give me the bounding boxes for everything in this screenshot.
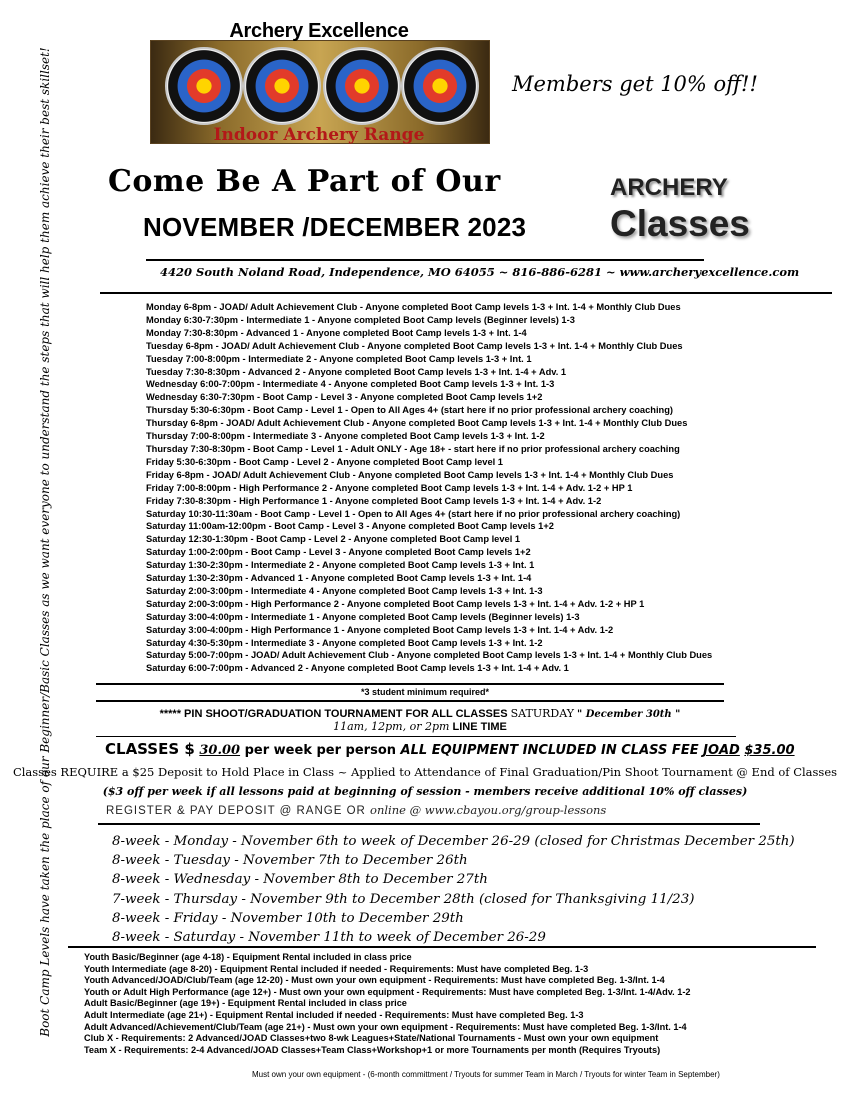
session-week-item: 7-week - Thursday - November 9th to December 28th (closed for Thanksgiving 11/23) — [112, 891, 695, 907]
session-week-item: 8-week - Wednesday - November 8th to December 27th — [112, 872, 488, 888]
divider — [146, 259, 704, 261]
pin-shoot-times-line — [120, 720, 720, 733]
schedule-item: Saturday 2:00-3:00pm - Intermediate 4 - Anyone completed Boot Camp levels 1-3 + Int. 1-3 — [146, 585, 543, 597]
schedule-item: Thursday 7:00-8:00pm - Intermediate 3 - Anyone completed Boot Camp levels 1-3 + Int. 1-2 — [146, 431, 545, 443]
classes-word: Classes — [610, 203, 750, 244]
schedule-item: Thursday 6-8pm - JOAD/ Adult Achievement Club - Anyone completed Boot Camp levels 1-3 + Int. 1-4 + Monthly Club Dues — [146, 418, 688, 430]
target-icon — [165, 47, 243, 125]
schedule-item: Saturday 1:00-2:00pm - Boot Camp - Level 3 - Anyone completed Boot Camp levels 1+2 — [146, 547, 531, 559]
footer-note: Must own your own equipment - (6-month committment / Tryouts for summer Team in March / Tryouts for winter Team in September) — [252, 1070, 720, 1079]
deposit-note: Classes REQUIRE a $25 Deposit to Hold Place in Class ~ Applied to Attendance of Final Graduation/Pin Shoot Tournament @ End of Classes — [12, 765, 838, 779]
requirement-item: Adult Advanced/Achievement/Club/Team (age 21+) - Must own your own equipment - Requirements: Must have completed Beg. 1-3/Int. 1-4 — [84, 1021, 687, 1032]
joad-price: $35.00 — [744, 743, 795, 758]
requirement-item: Adult Basic/Beginner (age 19+) - Equipment Rental included in class price — [84, 998, 407, 1009]
register-text: REGISTER & PAY DEPOSIT @ RANGE OR — [106, 805, 366, 817]
register-line — [106, 803, 606, 817]
divider — [96, 700, 724, 702]
schedule-item: Saturday 5:00-7:00pm - JOAD/ Adult Achievement Club - Anyone completed Boot Camp levels 1-3 + Int. 1-4 + Monthly Club Dues — [146, 650, 713, 662]
headline: Come Be A Part of Our — [108, 164, 501, 199]
divider — [98, 823, 760, 825]
schedule-item: Tuesday 6-8pm - JOAD/ Adult Achievement Club - Anyone completed Boot Camp levels 1-3 + Int. 1-4 + Monthly Club Dues — [146, 340, 683, 352]
divider — [96, 683, 724, 685]
schedule-item: Monday 7:30-8:30pm - Advanced 1 - Anyone completed Boot Camp levels 1-3 + Int. 1-4 — [146, 327, 527, 339]
session-week-item: 8-week - Monday - November 6th to week of December 26-29 (closed for Christmas December 25th) — [112, 834, 795, 849]
requirement-item: Youth Basic/Beginner (age 4-18) - Equipment Rental included in class price — [84, 952, 412, 962]
requirement-item: Youth Advanced/JOAD/Club/Team (age 12-20) - Must own your own equipment - Requirements: Must have completed Beg. 1-3/Int. 1-4 — [84, 975, 665, 986]
pricing-line — [105, 740, 795, 758]
month-heading: NOVEMBER /DECEMBER 2023 — [143, 212, 527, 242]
schedule-item: Saturday 4:30-5:30pm - Intermediate 3 - Anyone completed Boot Camp levels 1-3 + Int. 1-2 — [146, 637, 543, 649]
schedule-item: Saturday 3:00-4:00pm - Intermediate 1 - Anyone completed Boot Camp levels (Beginner levels) 1-3 — [146, 611, 580, 623]
schedule-item: Wednesday 6:30-7:30pm - Boot Camp - Level 3 - Anyone completed Boot Camp levels 1+2 — [146, 392, 543, 404]
requirement-item: Club X - Requirements: 2 Advanced/JOAD Classes+two 8-wk Leagues+State/National Tournaments - Must own your own equipment — [84, 1033, 659, 1044]
pin-shoot-day: SATURDAY — [510, 707, 574, 720]
target-icon — [323, 47, 401, 125]
requirement-item: Youth Intermediate (age 8-20) - Equipment Rental included if needed - Requirements: Must have completed Beg. 1-3 — [84, 963, 589, 974]
requirements-list — [84, 952, 691, 1056]
schedule-item: Thursday 7:30-8:30pm - Boot Camp - Level 1 - Adult ONLY - Age 18+ - start here if no prior professional archery coaching — [146, 443, 680, 455]
minimum-note: *3 student minimum required* — [360, 687, 490, 697]
classes-price-label: CLASSES $ — [105, 740, 195, 758]
schedule-item: Saturday 12:30-1:30pm - Boot Camp - Level 2 - Anyone completed Boot Camp level 1 — [146, 534, 521, 546]
requirement-item: Youth or Adult High Performance (age 12+) - Must own your own equipment - Requirements: Must have completed Beg. 1-3/Int. 1-4/Adv. 1-2 — [84, 986, 691, 997]
requirement-item: Team X - Requirements: 2-4 Advanced/JOAD Classes+Team Class+Workshop+1 or more Tournaments per month (Requires Tryouts) — [84, 1044, 661, 1055]
archery-word: ARCHERY — [610, 174, 728, 201]
schedule-item: Monday 6-8pm - JOAD/ Adult Achievement Club - Anyone completed Boot Camp levels 1-3 + Int. 1-4 + Monthly Club Dues — [146, 302, 681, 313]
divider — [96, 736, 736, 737]
schedule-item: Saturday 1:30-2:30pm - Advanced 1 - Anyone completed Boot Camp levels 1-3 + Int. 1-4 — [146, 573, 532, 585]
pin-shoot-times: 11am, 12pm, or 2pm — [333, 720, 450, 733]
logo-title: Archery Excellence — [229, 20, 409, 42]
members-discount-note: Members get 10% off!! — [512, 72, 758, 96]
schedule-item: Wednesday 6:00-7:00pm - Intermediate 4 - Anyone completed Boot Camp levels 1-3 + Int. 1-3 — [146, 379, 555, 391]
target-icon — [243, 47, 321, 125]
session-week-item: 8-week - Friday - November 10th to December 29th — [112, 910, 464, 926]
schedule-item: Saturday 10:30-11:30am - Boot Camp - Level 1 - Open to All Ages 4+ (start here if no prior professional archery coaching) — [146, 508, 681, 520]
session-weeks-list — [112, 832, 795, 947]
discount-note: ($3 off per week if all lessons paid at beginning of session - members receive additional 10% off classes) — [102, 785, 748, 798]
address: 4420 South Noland Road, Independence, MO 64055 ~ 816-886-6281 ~ www.archeryexcellence.com — [160, 265, 800, 279]
classes-price-amount: 30.00 — [199, 743, 241, 758]
schedule-item: Friday 6-8pm - JOAD/ Adult Achievement Club - Anyone completed Boot Camp levels 1-3 + Int. 1-4 + Monthly Club Dues — [146, 469, 674, 481]
joad-label: JOAD — [703, 743, 740, 758]
register-link[interactable]: online @ www.cbayou.org/group-lessons — [370, 803, 607, 817]
schedule-item: Saturday 2:00-3:00pm - High Performance 2 - Anyone completed Boot Camp levels 1-3 + Int. 1-4 + Adv. 1-2 + HP 1 — [146, 598, 645, 610]
equipment-included-note: ALL EQUIPMENT INCLUDED IN CLASS FEE — [400, 743, 699, 758]
pin-shoot-date: " December 30th " — [577, 709, 681, 720]
target-icon — [401, 47, 479, 125]
logo — [148, 22, 490, 150]
schedule-list — [146, 302, 730, 676]
schedule-item: Monday 6:30-7:30pm - Intermediate 1 - Anyone completed Boot Camp levels (Beginner levels) 1-3 — [146, 314, 575, 326]
line-time-label: LINE TIME — [452, 721, 507, 733]
schedule-item: Saturday 11:00am-12:00pm - Boot Camp - Level 3 - Anyone completed Boot Camp levels 1+2 — [146, 521, 554, 533]
divider — [100, 292, 832, 294]
requirement-item: Adult Intermediate (age 21+) - Equipment Rental included if needed - Requirements: Must have completed Beg. 1-3 — [84, 1009, 584, 1020]
schedule-item: Friday 7:30-8:30pm - High Performance 1 - Anyone completed Boot Camp levels 1-3 + Int. 1-4 + Adv. 1-2 — [146, 495, 602, 507]
schedule-item: Friday 7:00-8:00pm - High Performance 2 - Anyone completed Boot Camp levels 1-3 + Int. 1-4 + Adv. 1-2 + HP 1 — [146, 482, 633, 494]
pin-shoot-text: ***** PIN SHOOT/GRADUATION TOURNAMENT FOR ALL CLASSES — [159, 708, 508, 720]
logo-subtitle: Indoor Archery Range — [213, 125, 425, 145]
per-week-label: per week per person — [244, 743, 397, 758]
schedule-item: Friday 5:30-6:30pm - Boot Camp - Level 2 - Anyone completed Boot Camp level 1 — [146, 456, 503, 468]
pin-shoot-line — [120, 707, 720, 720]
divider — [68, 946, 816, 948]
session-week-item: 8-week - Tuesday - November 7th to December 26th — [112, 853, 468, 869]
schedule-item: Saturday 1:30-2:30pm - Intermediate 2 - Anyone completed Boot Camp levels 1-3 + Int. 1 — [146, 560, 535, 572]
schedule-item: Tuesday 7:30-8:30pm - Advanced 2 - Anyone completed Boot Camp levels 1-3 + Int. 1-4 + Adv. 1 — [146, 366, 567, 378]
schedule-item: Saturday 6:00-7:00pm - Advanced 2 - Anyone completed Boot Camp levels 1-3 + Int. 1-4 + Adv. 1 — [146, 663, 569, 675]
side-banner-text: Boot Camp Levels have taken the place of our Beginner/Basic Classes as we want everyone to understand the steps that will help them achieve their best skillset! — [38, 47, 52, 1037]
schedule-item: Thursday 5:30-6:30pm - Boot Camp - Level 1 - Open to All Ages 4+ (start here if no prior professional archery coaching) — [146, 405, 674, 417]
session-week-item: 8-week - Saturday - November 11th to week of December 26-29 — [112, 930, 546, 946]
schedule-item: Tuesday 7:00-8:00pm - Intermediate 2 - Anyone completed Boot Camp levels 1-3 + Int. 1 — [146, 353, 532, 365]
schedule-item: Saturday 3:00-4:00pm - High Performance 1 - Anyone completed Boot Camp levels 1-3 + Int. 1-4 + Adv. 1-2 — [146, 624, 614, 636]
